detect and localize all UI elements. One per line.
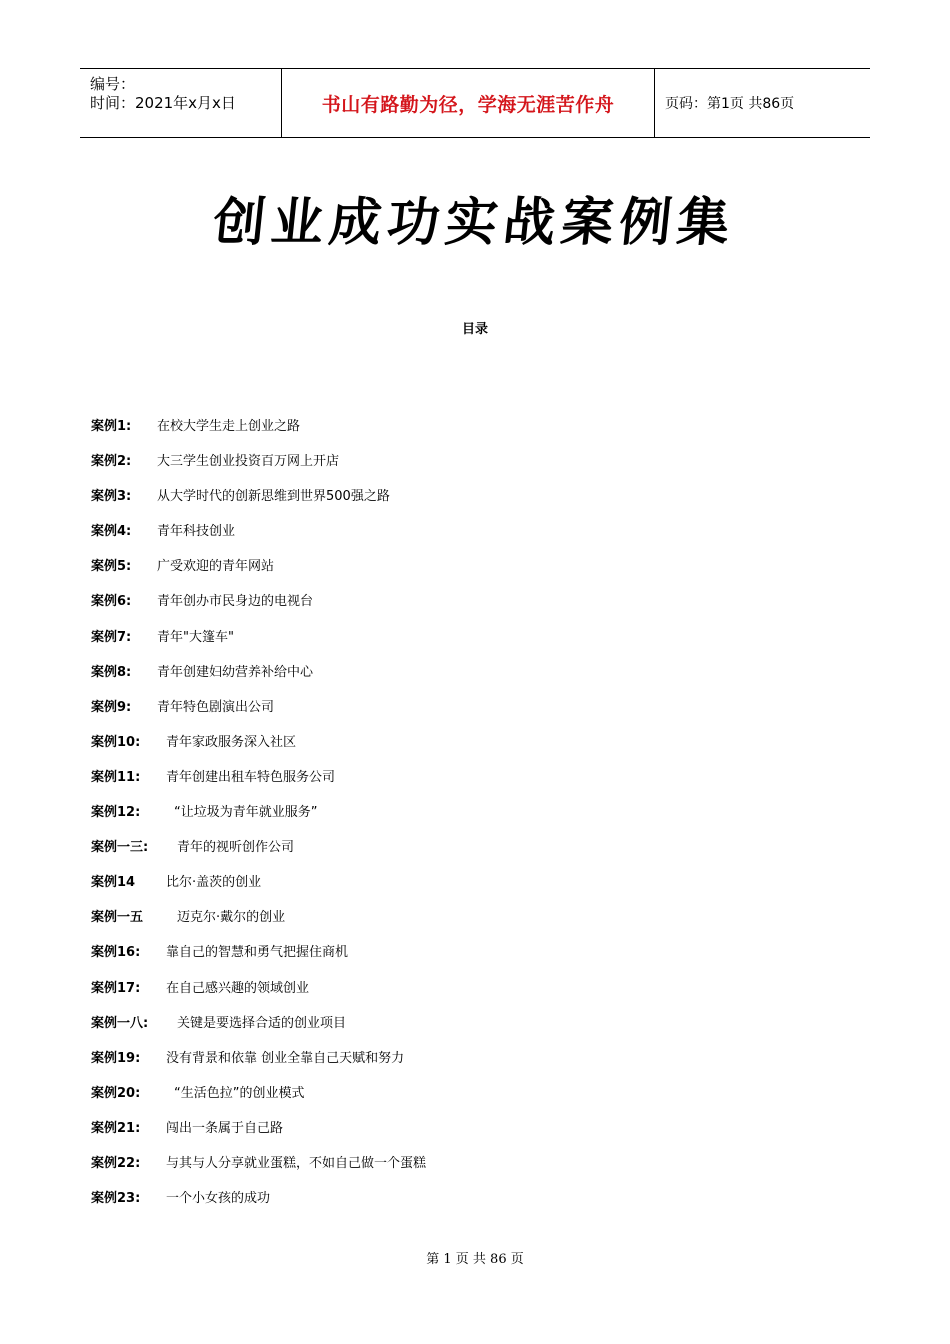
- toc-entry-number: 案例6:: [91, 594, 132, 610]
- toc-entry-title: 迈克尔·戴尔的创业: [177, 910, 286, 926]
- toc-heading: 目录: [461, 322, 488, 337]
- toc-entry-number: 案例一三:: [91, 840, 149, 856]
- toc-entry-title: 青年科技创业: [157, 524, 236, 540]
- toc-entry[interactable]: [91, 696, 871, 731]
- toc-entry[interactable]: [91, 871, 871, 906]
- toc-entry[interactable]: [91, 661, 871, 696]
- document-title: 创业成功实战案例集: [210, 192, 739, 253]
- table-of-contents: [91, 415, 871, 1222]
- toc-entry[interactable]: [91, 520, 871, 555]
- toc-entry[interactable]: [91, 977, 871, 1012]
- toc-entry-title: 闯出一条属于自己路: [166, 1120, 284, 1136]
- toc-entry-title: “让垃圾为青年就业服务”: [174, 805, 318, 821]
- toc-entry[interactable]: [91, 1012, 871, 1047]
- toc-entry-title: 与其与人分享就业蛋糕，不如自己做一个蛋糕: [166, 1155, 427, 1171]
- toc-entry-number: 案例22:: [91, 1155, 141, 1171]
- toc-entry-number: 案例23:: [91, 1191, 141, 1207]
- toc-entry-number: 案例5:: [91, 559, 132, 575]
- toc-entry-number: 案例20:: [91, 1085, 141, 1101]
- toc-entry-title: 关键是要选择合适的创业项目: [177, 1015, 347, 1031]
- toc-entry-number: 案例16:: [91, 945, 141, 961]
- toc-entry[interactable]: [91, 1187, 871, 1222]
- toc-entry-title: 比尔·盖茨的创业: [166, 875, 262, 891]
- toc-entry[interactable]: [91, 415, 871, 450]
- toc-entry[interactable]: [91, 731, 871, 766]
- toc-entry[interactable]: [91, 766, 871, 801]
- motto-text: 书山有路勤为径，学海无涯苦作舟: [321, 93, 615, 116]
- toc-entry-number: 案例14: [91, 875, 136, 891]
- toc-entry-title: 青年家政服务深入社区: [166, 734, 297, 750]
- page-footer: 第 1 页 共 86 页: [426, 1252, 524, 1267]
- toc-entry-title: 没有背景和依靠 创业全靠自己天赋和努力: [166, 1050, 405, 1066]
- toc-entry[interactable]: [91, 1152, 871, 1187]
- toc-entry[interactable]: [91, 801, 871, 836]
- toc-entry-number: 案例1:: [91, 419, 132, 434]
- toc-entry[interactable]: [91, 836, 871, 871]
- toc-entry-number: 案例4:: [91, 524, 132, 540]
- page-info: 页码：第1页 共86页: [665, 96, 795, 112]
- toc-entry-number: 案例7:: [91, 629, 132, 645]
- toc-entry[interactable]: [91, 485, 871, 520]
- toc-entry-title: 在自己感兴趣的领域创业: [166, 980, 310, 996]
- toc-entry-number: 案例11:: [91, 769, 141, 785]
- toc-entry[interactable]: [91, 626, 871, 661]
- toc-entry-number: 案例8:: [91, 664, 132, 680]
- toc-entry-title: 青年创办市民身边的电视台: [157, 594, 314, 610]
- toc-entry[interactable]: [91, 555, 871, 590]
- toc-entry-title: 靠自己的智慧和勇气把握住商机: [166, 945, 349, 961]
- toc-entry-number: 案例3:: [91, 489, 132, 505]
- toc-entry-number: 案例一五: [91, 910, 144, 926]
- toc-entry-number: 案例12:: [91, 805, 141, 821]
- toc-entry[interactable]: [91, 450, 871, 485]
- toc-entry-number: 案例10:: [91, 734, 141, 750]
- toc-entry-title: 青年"大篷车": [157, 629, 234, 645]
- toc-entry-number: 案例2:: [91, 454, 132, 470]
- header-motto-cell: [281, 69, 655, 137]
- toc-entry-number: 案例一八:: [91, 1015, 149, 1031]
- number-label: 编号：: [90, 75, 136, 93]
- header-table: [80, 68, 870, 138]
- toc-entry-title: 青年创建出租车特色服务公司: [166, 769, 336, 785]
- toc-entry-number: 案例9:: [91, 699, 132, 715]
- toc-entry[interactable]: [91, 590, 871, 625]
- toc-entry-number: 案例17:: [91, 980, 141, 996]
- toc-entry-title: 青年创建妇幼营养补给中心: [157, 664, 314, 680]
- toc-entry-title: “生活色拉”的创业模式: [174, 1085, 305, 1101]
- toc-entry[interactable]: [91, 1047, 871, 1082]
- toc-entry[interactable]: [91, 906, 871, 941]
- toc-entry-title: 广受欢迎的青年网站: [157, 559, 275, 575]
- toc-entry-title: 在校大学生走上创业之路: [157, 419, 301, 434]
- toc-entry-number: 案例19:: [91, 1050, 141, 1066]
- toc-entry-title: 青年特色剧演出公司: [157, 699, 275, 715]
- toc-entry-title: 一个小女孩的成功: [166, 1191, 271, 1207]
- toc-entry-title: 青年的视听创作公司: [177, 840, 295, 856]
- toc-entry[interactable]: [91, 1082, 871, 1117]
- toc-entry[interactable]: [91, 941, 871, 976]
- toc-entry[interactable]: [91, 1117, 871, 1152]
- toc-entry-title: 从大学时代的创新思维到世界500强之路: [157, 489, 390, 505]
- toc-entry-number: 案例21:: [91, 1120, 141, 1136]
- toc-entry-title: 大三学生创业投资百万网上开店: [157, 454, 340, 470]
- header-meta: [80, 69, 280, 137]
- date-label: 时间：2021年x月x日: [90, 94, 236, 112]
